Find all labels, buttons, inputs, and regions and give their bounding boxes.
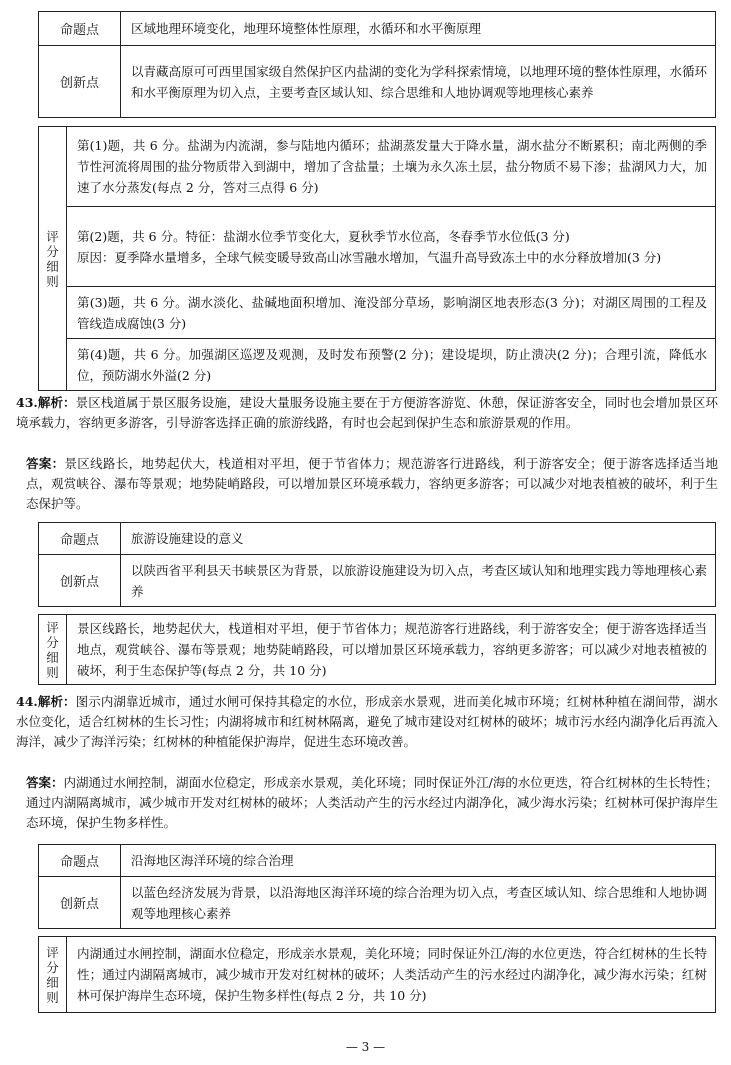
scoring-label: 评分细则 (46, 944, 59, 1005)
topic-text: 区域地理环境变化，地理环境整体性原理，水循环和水平衡原理 (121, 12, 716, 46)
scoring-item-1: 第(1)题，共 6 分。盐湖为内流湖，参与陆地内循环；盐湖蒸发量大于降水量，湖水盐分不断累积；南北两侧的季节性河流将周围的盐分物质带入到湖中，增加了含盐量；土壤为永久冻土层，盐分物质不易下渗；盐湖风力大，加速了水分蒸发(每点 2 分，答对三点得 6 分) (67, 127, 716, 207)
topic-table-2 (38, 522, 716, 607)
innovation-text: 以青藏高原可可西里国家级自然保护区内盐湖的变化为学科探索情境，以地理环境的整体性原理，水循环和水平衡原理为切入点，主要考查区域认知、综合思维和人地协调观等地理核心素养 (121, 46, 716, 118)
scoring-label-cell (39, 127, 67, 391)
question-number: 44. (16, 694, 38, 709)
scoring-label: 评分细则 (46, 619, 59, 680)
scoring-item-2: 第(2)题，共 6 分。特征：盐湖水位季节变化大，夏秋季节水位高，冬春季节水位低(3 分) 原因：夏季降水量增多，全球气候变暖导致高山冰雪融水增加，气温升高导致冻土中的水分释放增加(3 分) (67, 207, 716, 287)
scoring-table-2 (38, 614, 716, 685)
scoring-item-4: 第(4)题，共 6 分。加强湖区巡逻及观测，及时发布预警(2 分)；建设堤坝，防止溃决(2 分)；合理引流，降低水位，预防湖水外溢(2 分) (67, 339, 716, 391)
answer-text: 景区线路长，地势起伏大，栈道相对平坦，便于节省体力；规范游客行进路线，利于游客安全；便于游客选择适当地点，观赏峡谷、瀑布等景观；地势陡峭路段，可以增加景区环境承载力，容纳更多游客；可以减少对地表植被的破坏，利于生态保护等。 (26, 456, 718, 511)
answer-label: 答案： (26, 456, 65, 471)
analysis-text: 图示内湖靠近城市，通过水闸可保持其稳定的水位，形成亲水景观，进而美化城市环境；红树林种植在湖间带，湖水水位变化，适合红树林的生长习性；内湖将城市和红树林隔离，避免了城市建设对红树林的破坏；城市污水经内湖净化后再流入海洋，减少了海洋污染；红树林的种植能保护海岸，促进生态环境改善。 (16, 694, 718, 749)
topic-label: 命题点 (39, 523, 121, 555)
q44-analysis (16, 692, 718, 752)
scoring-label-cell (39, 615, 67, 685)
scoring-text: 内湖通过水闸控制，湖面水位稳定，形成亲水景观，美化环境；同时保证外江/海的水位更迭，符合红树林的生长特性；通过内湖隔离城市，减少城市开发对红树林的破坏；人类活动产生的污水经过内湖净化，减少海水污染；红树林可保护海岸生态环境，保护生物多样性(每点 2 分，共 10 分) (67, 937, 716, 1013)
analysis-label: 解析： (37, 694, 76, 709)
topic-label: 命题点 (39, 845, 121, 877)
scoring-table-3 (38, 936, 716, 1013)
scoring-table-1 (38, 126, 716, 391)
innovation-text: 以蓝色经济发展为背景，以沿海地区海洋环境的综合治理为切入点，考查区域认知、综合思维和人地协调观等地理核心素养 (121, 877, 716, 929)
q43-answer (26, 454, 718, 514)
answer-text: 内湖通过水闸控制，湖面水位稳定，形成亲水景观，美化环境；同时保证外江/海的水位更迭，符合红树林的生长特性；通过内湖隔离城市，减少城市开发对红树林的破坏；人类活动产生的污水经过内湖净化，减少海水污染；红树林可保护海岸生态环境，保护生物多样性。 (26, 775, 718, 830)
answer-label: 答案： (26, 775, 64, 790)
topic-text: 旅游设施建设的意义 (121, 523, 716, 555)
question-number: 43. (16, 395, 38, 410)
topic-table-1 (38, 11, 716, 118)
scoring-text: 景区线路长，地势起伏大，栈道相对平坦，便于节省体力；规范游客行进路线，利于游客安全；便于游客选择适当地点，观赏峡谷、瀑布等景观；地势陡峭路段，可以增加景区环境承载力，容纳更多游客；可以减少对地表植被的破坏，利于生态保护等(每点 2 分，共 10 分) (67, 615, 716, 685)
q43-analysis (16, 393, 718, 433)
scoring-item-3: 第(3)题，共 6 分。湖水淡化、盐碱地面积增加、淹没部分草场，影响湖区地表形态(3 分)；对湖区周围的工程及管线造成腐蚀(3 分) (67, 287, 716, 339)
innovation-label: 创新点 (39, 877, 121, 929)
analysis-label: 解析： (37, 395, 76, 410)
topic-text: 沿海地区海洋环境的综合治理 (121, 845, 716, 877)
analysis-text: 景区栈道属于景区服务设施，建设大量服务设施主要在于方便游客游览、休憩，保证游客安全，同时也会增加景区环境承载力，容纳更多游客，引导游客选择正确的旅游线路，有时也会起到保护生态和旅游景观的作用。 (16, 395, 718, 430)
innovation-label: 创新点 (39, 555, 121, 607)
scoring-label-cell (39, 937, 67, 1013)
topic-table-3 (38, 844, 716, 929)
scoring-label: 评分细则 (46, 228, 59, 289)
page-number: — 3 — (345, 1040, 386, 1054)
q44-answer (26, 773, 718, 833)
innovation-text: 以陕西省平利县天书峡景区为背景，以旅游设施建设为切入点，考查区域认知和地理实践力等地理核心素养 (121, 555, 716, 607)
innovation-label: 创新点 (39, 46, 121, 118)
topic-label: 命题点 (39, 12, 121, 46)
